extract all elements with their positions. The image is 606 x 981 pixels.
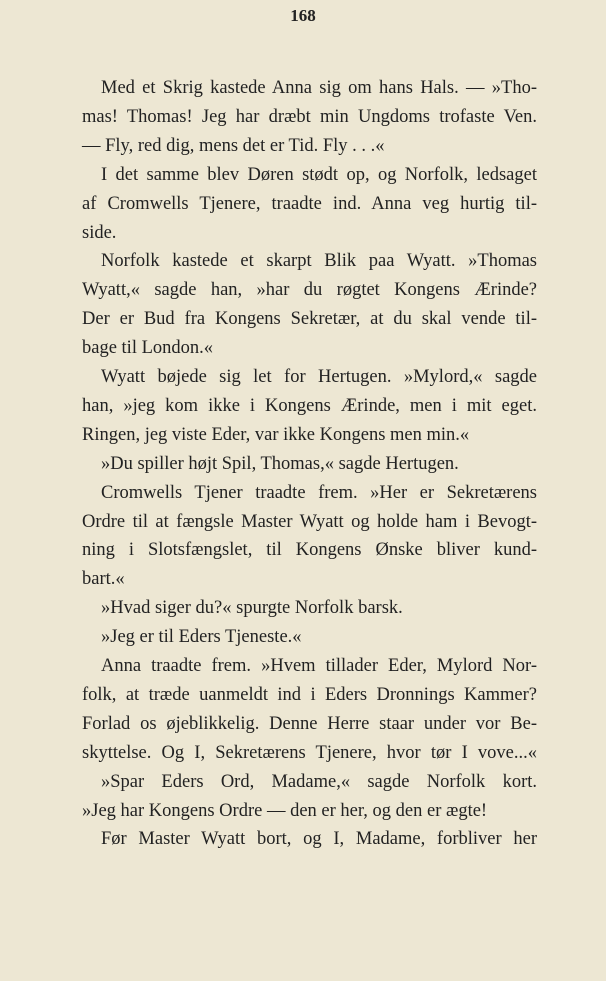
text-line: skyttelse. Og I, Sekretærens Tjenere, hvor tør I vove...« (82, 742, 537, 763)
text-line: Ordre til at fængsle Master Wyatt og holde ham i Bevogt- (82, 511, 537, 532)
text-line: ning i Slotsfængslet, til Kongens Ønske bliver kund- (82, 540, 537, 561)
text-line: »Jeg er til Eders Tjeneste.« (101, 627, 302, 648)
text-line: af Cromwells Tjenere, traadte ind. Anna veg hurtig til- (82, 193, 537, 214)
text-line: Ringen, jeg viste Eder, var ikke Kongens men min.« (82, 424, 470, 445)
page-number: 168 (290, 6, 316, 25)
text-line: Wyatt,« sagde han, »har du røgtet Kongens Ærinde? (82, 280, 537, 301)
text-line: — Fly, red dig, mens det er Tid. Fly . . .« (82, 135, 385, 156)
text-line: »Hvad siger du?« spurgte Norfolk barsk. (101, 598, 403, 619)
text-line: mas! Thomas! Jeg har dræbt min Ungdoms trofaste Ven. (82, 106, 537, 127)
text-line: Anna traadte frem. »Hvem tillader Eder, Mylord Nor- (101, 656, 537, 676)
text-line: Forlad os øjeblikkelig. Denne Herre staar under vor Be- (82, 713, 537, 734)
text-line: Cromwells Tjener traadte frem. »Her er Sekretærens (101, 482, 537, 503)
text-line: Norfolk kastede et skarpt Blik paa Wyatt. »Thomas (101, 251, 537, 272)
text-line: han, »jeg kom ikke i Kongens Ærinde, men i mit eget. (82, 395, 537, 416)
text-line: bart.« (82, 569, 125, 590)
text-line: Før Master Wyatt bort, og I, Madame, forbliver her (101, 829, 537, 850)
text-line: Med et Skrig kastede Anna sig om hans Hals. — »Tho- (101, 78, 537, 98)
text-line: Wyatt bøjede sig let for Hertugen. »Mylord,« sagde (101, 367, 537, 387)
text-line: »Spar Eders Ord, Madame,« sagde Norfolk kort. (101, 771, 537, 792)
text-line: »Jeg har Kongens Ordre — den er her, og den er ægte! (82, 800, 488, 821)
text-line: folk, at træde uanmeldt ind i Eders Dronnings Kammer? (82, 684, 537, 705)
text-line: I det samme blev Døren stødt op, og Norfolk, ledsaget (101, 164, 537, 185)
text-line: side. (82, 222, 117, 243)
text-line: »Du spiller højt Spil, Thomas,« sagde Hertugen. (101, 453, 459, 474)
text-line: bage til London.« (82, 338, 214, 359)
text-line: Der er Bud fra Kongens Sekretær, at du skal vende til- (82, 309, 537, 330)
